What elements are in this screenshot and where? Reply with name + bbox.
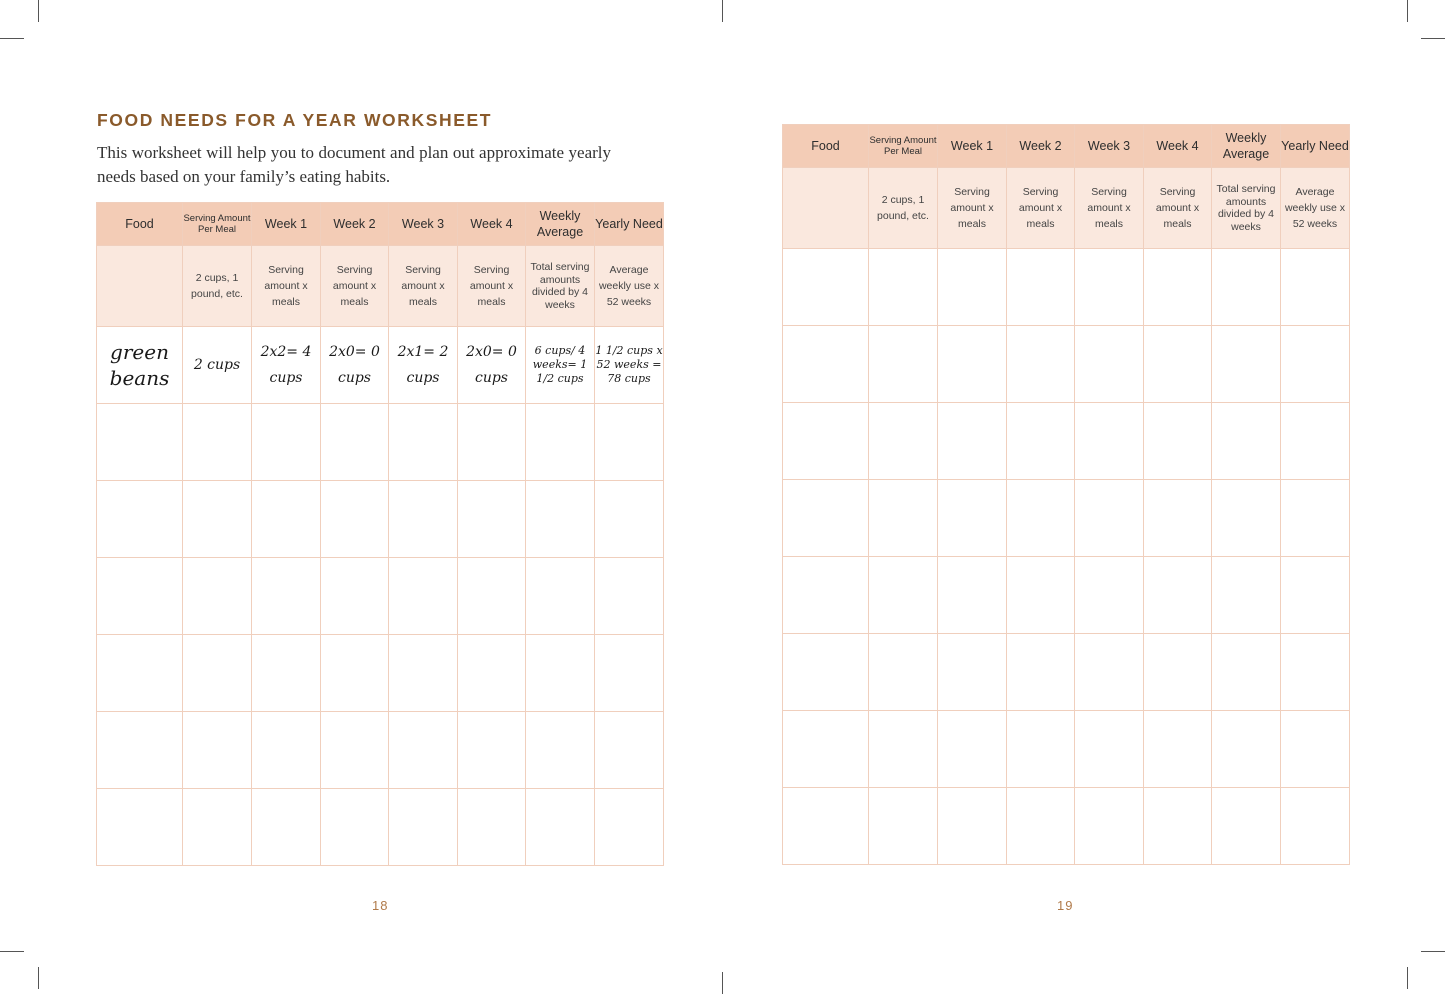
blank-row[interactable]: [783, 557, 1350, 634]
blank-row[interactable]: [783, 788, 1350, 865]
blank-cell[interactable]: [526, 789, 595, 866]
blank-cell[interactable]: [1007, 634, 1075, 711]
hint-week-1: Serving amount x meals: [938, 168, 1007, 249]
blank-cell[interactable]: [1007, 788, 1075, 865]
blank-cell[interactable]: [595, 558, 664, 635]
hint-week-4: Serving amount x meals: [458, 246, 526, 327]
example-serving: 2 cups: [183, 327, 252, 404]
blank-cell[interactable]: [1212, 788, 1281, 865]
blank-cell[interactable]: [869, 711, 938, 788]
blank-cell[interactable]: [938, 557, 1007, 634]
blank-cell[interactable]: [938, 480, 1007, 557]
blank-row[interactable]: [97, 789, 664, 866]
blank-cell[interactable]: [783, 249, 869, 326]
hint-week-2: Serving amount x meals: [1007, 168, 1075, 249]
blank-cell[interactable]: [938, 249, 1007, 326]
blank-cell[interactable]: [321, 404, 389, 481]
blank-cell[interactable]: [869, 634, 938, 711]
header-weekly-average: Weekly Average: [526, 203, 595, 246]
blank-cell[interactable]: [1281, 403, 1350, 480]
hint-row: [783, 168, 1350, 249]
header-row: [783, 125, 1350, 168]
blank-cell[interactable]: [97, 789, 183, 866]
blank-cell[interactable]: [783, 788, 869, 865]
blank-cell[interactable]: [1212, 326, 1281, 403]
blank-cell[interactable]: [1212, 403, 1281, 480]
blank-cell[interactable]: [389, 404, 458, 481]
blank-cell[interactable]: [458, 635, 526, 712]
header-week-2: Week 2: [321, 203, 389, 246]
crop-mark: [38, 0, 39, 22]
blank-cell[interactable]: [1007, 326, 1075, 403]
blank-cell[interactable]: [869, 249, 938, 326]
blank-row[interactable]: [783, 326, 1350, 403]
header-serving-label: Serving Amount Per Meal: [183, 213, 251, 235]
header-serving-label: Serving Amount Per Meal: [869, 135, 937, 157]
header-food: Food: [97, 203, 183, 246]
blank-cell[interactable]: [1144, 788, 1212, 865]
blank-row[interactable]: [97, 481, 664, 558]
hint-weekly-average: Total serving amounts divided by 4 weeks: [526, 246, 595, 327]
example-yearly-need: 1 1/2 cups x 52 weeks = 78 cups: [595, 327, 664, 404]
example-weekly-average: 6 cups/ 4 weeks= 1 1/2 cups: [526, 327, 595, 404]
blank-cell[interactable]: [97, 404, 183, 481]
blank-cell[interactable]: [1007, 249, 1075, 326]
blank-cell[interactable]: [1144, 711, 1212, 788]
blank-cell[interactable]: [321, 635, 389, 712]
blank-cell[interactable]: [389, 635, 458, 712]
blank-cell[interactable]: [183, 712, 252, 789]
blank-cell[interactable]: [1144, 326, 1212, 403]
intro-paragraph: This worksheet will help you to document and plan out approximate yearly needs based on your family’s eating habits.: [97, 143, 611, 186]
blank-cell[interactable]: [783, 403, 869, 480]
crop-mark: [1421, 951, 1445, 952]
hint-serving: 2 cups, 1 pound, etc.: [869, 168, 938, 249]
blank-cell[interactable]: [1212, 634, 1281, 711]
blank-row[interactable]: [783, 711, 1350, 788]
blank-cell[interactable]: [183, 558, 252, 635]
blank-cell[interactable]: [97, 558, 183, 635]
header-weekly-average: Weekly Average: [1212, 125, 1281, 168]
blank-cell[interactable]: [869, 788, 938, 865]
blank-cell[interactable]: [783, 711, 869, 788]
blank-cell[interactable]: [869, 403, 938, 480]
blank-cell[interactable]: [938, 403, 1007, 480]
header-week-1: Week 1: [252, 203, 321, 246]
blank-cell[interactable]: [1144, 480, 1212, 557]
blank-cell[interactable]: [783, 557, 869, 634]
blank-cell[interactable]: [1212, 711, 1281, 788]
blank-cell[interactable]: [526, 404, 595, 481]
blank-cell[interactable]: [1007, 557, 1075, 634]
blank-cell[interactable]: [938, 788, 1007, 865]
example-row: [97, 327, 664, 404]
crop-mark: [38, 967, 39, 989]
blank-cell[interactable]: [389, 481, 458, 558]
crop-mark: [1421, 38, 1445, 39]
blank-cell[interactable]: [1075, 634, 1144, 711]
crop-mark: [0, 38, 24, 39]
example-week-2: 2x0= 0 cups: [321, 327, 389, 404]
blank-cell[interactable]: [595, 712, 664, 789]
blank-cell[interactable]: [1075, 711, 1144, 788]
blank-cell[interactable]: [1281, 249, 1350, 326]
blank-cell[interactable]: [1075, 403, 1144, 480]
blank-cell[interactable]: [869, 480, 938, 557]
blank-row[interactable]: [783, 480, 1350, 557]
blank-cell[interactable]: [97, 712, 183, 789]
blank-cell[interactable]: [526, 712, 595, 789]
blank-cell[interactable]: [1281, 711, 1350, 788]
blank-cell[interactable]: [321, 789, 389, 866]
blank-cell[interactable]: [1212, 480, 1281, 557]
blank-cell[interactable]: [1075, 326, 1144, 403]
blank-cell[interactable]: [1007, 403, 1075, 480]
blank-cell[interactable]: [526, 481, 595, 558]
header-week-3: Week 3: [389, 203, 458, 246]
blank-cell[interactable]: [1281, 788, 1350, 865]
blank-cell[interactable]: [1144, 249, 1212, 326]
blank-cell[interactable]: [321, 481, 389, 558]
blank-cell[interactable]: [783, 634, 869, 711]
blank-cell[interactable]: [97, 635, 183, 712]
blank-cell[interactable]: [183, 635, 252, 712]
blank-cell[interactable]: [938, 711, 1007, 788]
blank-cell[interactable]: [1007, 480, 1075, 557]
blank-cell[interactable]: [938, 326, 1007, 403]
blank-row[interactable]: [783, 249, 1350, 326]
blank-cell[interactable]: [783, 326, 869, 403]
blank-cell[interactable]: [252, 635, 321, 712]
blank-cell[interactable]: [458, 789, 526, 866]
hint-week-4: Serving amount x meals: [1144, 168, 1212, 249]
example-week-4: 2x0= 0 cups: [458, 327, 526, 404]
blank-cell[interactable]: [1075, 249, 1144, 326]
hint-serving: 2 cups, 1 pound, etc.: [183, 246, 252, 327]
header-week-4: Week 4: [1144, 125, 1212, 168]
blank-cell[interactable]: [321, 712, 389, 789]
blank-cell[interactable]: [1212, 249, 1281, 326]
hint-row: [97, 246, 664, 327]
blank-cell[interactable]: [1281, 326, 1350, 403]
crop-mark: [1407, 967, 1408, 989]
blank-cell[interactable]: [1075, 788, 1144, 865]
blank-cell[interactable]: [595, 404, 664, 481]
blank-cell[interactable]: [389, 789, 458, 866]
hint-yearly-need: Average weekly use x 52 weeks: [595, 246, 664, 327]
crop-mark: [722, 972, 723, 994]
crop-mark: [722, 0, 723, 22]
blank-cell[interactable]: [1281, 634, 1350, 711]
header-row: [97, 203, 664, 246]
blank-cell[interactable]: [252, 481, 321, 558]
header-week-2: Week 2: [1007, 125, 1075, 168]
blank-cell[interactable]: [869, 326, 938, 403]
blank-cell[interactable]: [1007, 711, 1075, 788]
hint-week-1: Serving amount x meals: [252, 246, 321, 327]
blank-cell[interactable]: [183, 481, 252, 558]
blank-cell[interactable]: [1144, 557, 1212, 634]
blank-row[interactable]: [97, 558, 664, 635]
blank-row[interactable]: [783, 403, 1350, 480]
blank-cell[interactable]: [1144, 403, 1212, 480]
hint-week-3: Serving amount x meals: [389, 246, 458, 327]
blank-cell[interactable]: [389, 558, 458, 635]
blank-row[interactable]: [97, 404, 664, 481]
blank-row[interactable]: [783, 634, 1350, 711]
blank-cell[interactable]: [1281, 557, 1350, 634]
blank-cell[interactable]: [183, 404, 252, 481]
header-yearly-need: Yearly Need: [595, 203, 664, 246]
crop-mark: [0, 951, 24, 952]
example-food: green beans: [97, 327, 183, 404]
blank-cell[interactable]: [252, 558, 321, 635]
blank-cell[interactable]: [938, 634, 1007, 711]
header-yearly-need: Yearly Need: [1281, 125, 1350, 168]
page-title: FOOD NEEDS FOR A YEAR WORKSHEET: [97, 110, 493, 130]
blank-cell[interactable]: [252, 712, 321, 789]
hint-week-3: Serving amount x meals: [1075, 168, 1144, 249]
blank-cell[interactable]: [252, 404, 321, 481]
crop-mark: [1407, 0, 1408, 22]
worksheet-table-right: [782, 124, 1350, 865]
header-week-4: Week 4: [458, 203, 526, 246]
header-serving: [183, 203, 252, 246]
hint-food: [783, 168, 869, 249]
blank-cell[interactable]: [1212, 557, 1281, 634]
blank-cell[interactable]: [458, 558, 526, 635]
hint-yearly-need: Average weekly use x 52 weeks: [1281, 168, 1350, 249]
blank-row[interactable]: [97, 635, 664, 712]
page-number-right: 19: [1057, 898, 1074, 913]
blank-cell[interactable]: [252, 789, 321, 866]
worksheet-table-left: [96, 202, 664, 866]
hint-week-2: Serving amount x meals: [321, 246, 389, 327]
blank-cell[interactable]: [183, 789, 252, 866]
blank-cell[interactable]: [1075, 557, 1144, 634]
blank-row[interactable]: [97, 712, 664, 789]
blank-cell[interactable]: [458, 712, 526, 789]
blank-cell[interactable]: [595, 481, 664, 558]
blank-cell[interactable]: [321, 558, 389, 635]
header-serving: [869, 125, 938, 168]
blank-cell[interactable]: [1281, 480, 1350, 557]
blank-cell[interactable]: [595, 635, 664, 712]
page-number-left: 18: [372, 898, 389, 913]
blank-cell[interactable]: [526, 558, 595, 635]
blank-cell[interactable]: [595, 789, 664, 866]
blank-cell[interactable]: [1144, 634, 1212, 711]
header-food: Food: [783, 125, 869, 168]
hint-weekly-average: Total serving amounts divided by 4 weeks: [1212, 168, 1281, 249]
header-week-3: Week 3: [1075, 125, 1144, 168]
blank-cell[interactable]: [97, 481, 183, 558]
header-week-1: Week 1: [938, 125, 1007, 168]
blank-cell[interactable]: [389, 712, 458, 789]
blank-cell[interactable]: [458, 404, 526, 481]
blank-cell[interactable]: [869, 557, 938, 634]
hint-food: [97, 246, 183, 327]
blank-cell[interactable]: [526, 635, 595, 712]
example-week-1: 2x2= 4 cups: [252, 327, 321, 404]
blank-cell[interactable]: [783, 480, 869, 557]
blank-cell[interactable]: [1075, 480, 1144, 557]
example-week-3: 2x1= 2 cups: [389, 327, 458, 404]
blank-cell[interactable]: [458, 481, 526, 558]
